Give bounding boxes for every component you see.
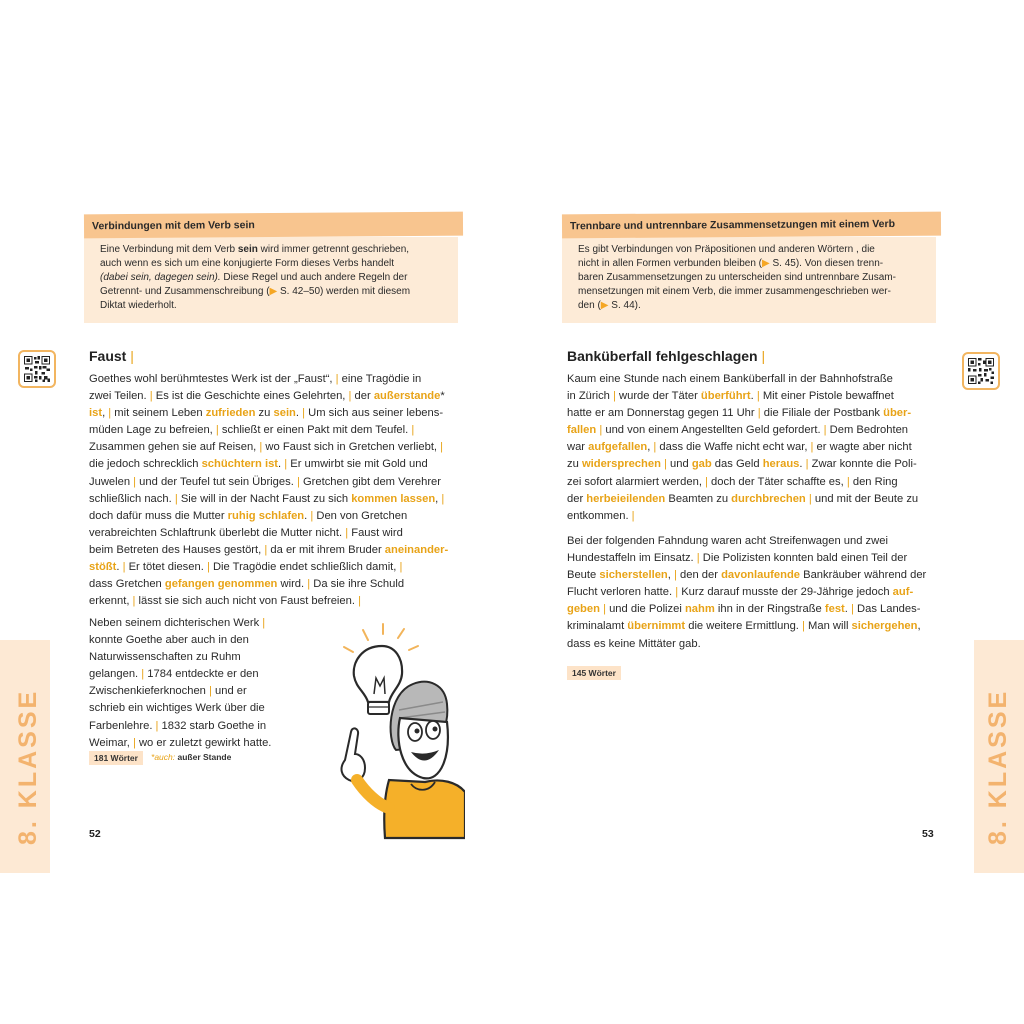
text-line [567, 584, 947, 601]
text-segment: Beamten zu [665, 492, 732, 505]
text-segment: schrieb ein wichtiges Werk über die [89, 702, 265, 715]
text-segment: den der [676, 569, 722, 582]
text-segment: . [278, 458, 285, 471]
dictation-separator: | [802, 620, 805, 633]
highlighted-word: außerstande [373, 390, 441, 403]
dictation-separator: | [603, 603, 606, 616]
text-segment: und [666, 458, 692, 471]
dictation-separator: | [132, 736, 136, 749]
text-line [100, 271, 442, 285]
dictation-separator: | [296, 475, 300, 488]
text-segment: Gretchen gibt dem Verehrer [299, 475, 442, 488]
left-story-title-text: Faust [89, 348, 127, 364]
text-segment: Bei der folgenden Fahndung waren acht Streifenwagen und zwei [567, 535, 888, 547]
text-segment: . [304, 509, 311, 522]
text-line [89, 525, 469, 542]
text-segment: ihn in der Ringstraße [714, 603, 825, 616]
highlighted-word: schüchtern ist [201, 458, 279, 471]
text-segment: nicht in allen Formen verbunden bleiben ( [578, 258, 762, 269]
text-segment: Er umwirbt sie mit Gold und [287, 458, 428, 471]
text-segment: dass es keine Mittäter gab. [567, 637, 701, 650]
dictation-separator: | [302, 407, 306, 420]
qr-code-icon[interactable] [18, 350, 56, 388]
dictation-separator: | [823, 424, 827, 437]
play-arrow-icon: ▶ [762, 258, 770, 269]
text-line [100, 285, 442, 299]
footnote-marker: * [151, 752, 155, 762]
text-line [89, 388, 469, 405]
lightbulb-idea-character-illustration [325, 622, 465, 840]
text-line [578, 285, 920, 299]
text-line [89, 474, 469, 491]
text-segment: und mit der Beute zu [811, 492, 919, 505]
left-grade-tab [0, 640, 50, 873]
highlighted-word: über- [883, 407, 912, 420]
dictation-separator: | [631, 509, 635, 522]
text-segment: in Zürich [567, 390, 614, 403]
right-rule-box [562, 213, 941, 323]
text-segment: , [667, 569, 674, 582]
highlighted-word: ruhig schlafen [227, 509, 305, 522]
text-segment: * [440, 390, 445, 403]
highlighted-word: widersprechen [581, 458, 661, 471]
text-segment: die Filiale der Postbank [760, 407, 884, 420]
text-segment: Diese Regel und auch andere Regeln der [220, 272, 408, 283]
text-segment: Mit einer Pistole bewaffnet [759, 390, 894, 403]
right-story-para1 [567, 371, 947, 525]
text-segment: der [351, 390, 374, 403]
text-segment: Die Tragödie endet schließlich damit, [209, 561, 400, 574]
text-line [89, 593, 469, 610]
text-segment: . [116, 561, 123, 574]
right-story-title-text: Banküberfall fehlgeschlagen [567, 348, 758, 364]
dictation-separator: | [808, 492, 812, 505]
dictation-separator: | [209, 685, 212, 698]
text-line [567, 405, 947, 422]
left-story-title [89, 348, 134, 364]
text-line [578, 271, 920, 285]
text-line [567, 388, 947, 405]
text-segment: Den von Gretchen [313, 509, 408, 522]
text-segment: , [435, 492, 442, 505]
dictation-separator: | [411, 424, 415, 437]
text-segment: erkennt, [89, 595, 133, 608]
dictation-separator: | [155, 719, 159, 732]
highlighted-word: aufgefallen [588, 441, 648, 454]
left-story-para2 [89, 615, 329, 752]
play-arrow-icon: ▶ [600, 300, 609, 311]
dictation-separator: | [133, 475, 137, 488]
text-segment: Zwischenkieferknochen [89, 685, 210, 698]
text-segment: müden Lage zu befreien, [89, 424, 216, 437]
text-segment: Faust wird [348, 526, 403, 539]
text-segment: das Geld [711, 458, 763, 471]
highlighted-word: heraus [762, 458, 800, 471]
dictation-separator: | [262, 617, 266, 629]
pointing-hand [342, 728, 365, 781]
text-line [89, 649, 329, 666]
highlighted-word: überführt [700, 390, 751, 403]
footnote-also: auch: [154, 752, 176, 762]
text-segment: er wagte aber nicht [813, 441, 912, 454]
text-segment: S. 42–50) werden mit diesem [277, 286, 411, 297]
text-segment: S. 44). [608, 300, 641, 311]
left-rule-body [84, 237, 458, 323]
highlighted-word: gab [691, 458, 712, 471]
dictation-separator: | [345, 526, 349, 539]
text-segment: mit seinem Leben [111, 407, 206, 420]
dictation-separator: | [310, 509, 314, 522]
left-footnote [151, 752, 231, 762]
text-segment: wird. [277, 578, 308, 591]
text-segment: zei sofort alarmiert werden, [567, 475, 706, 488]
text-segment: . [295, 407, 303, 420]
text-segment: Kaum eine Stunde nach einem Banküberfall in der Bahnhofstraße [567, 373, 893, 385]
dictation-separator: | [440, 441, 444, 454]
highlighted-word: geben [567, 603, 600, 616]
text-line [100, 299, 442, 313]
text-segment: Da sie ihre Schuld [310, 578, 405, 591]
highlighted-word: aneinander- [384, 543, 449, 556]
left-rule-box [84, 213, 463, 323]
dictation-separator: | [358, 595, 361, 608]
text-line [567, 508, 947, 525]
right-rule-body [562, 237, 936, 323]
text-line [567, 567, 947, 584]
text-segment: Man will [804, 620, 852, 633]
text-line [567, 618, 947, 635]
text-line [89, 559, 469, 576]
text-segment: auch wenn es sich um eine konjugierte Form dieses Verbs handelt [100, 258, 395, 269]
text-line [567, 491, 947, 508]
highlighted-word: übernimmt [627, 620, 686, 633]
qr-code-icon[interactable] [962, 352, 1000, 390]
dictation-separator: | [599, 424, 603, 437]
text-segment: eine Tragödie in [338, 373, 422, 385]
text-segment: dass die Waffe nicht echt war, [656, 441, 811, 454]
text-line [567, 636, 947, 653]
text-segment: Weimar, [89, 736, 133, 749]
text-segment: dass Gretchen [89, 578, 165, 591]
text-line [89, 422, 469, 439]
dictation-separator: | [215, 424, 219, 437]
highlighted-word: gefangen genommen [164, 578, 278, 591]
text-line [89, 718, 329, 735]
text-segment: gelangen. [89, 668, 142, 681]
right-story-title-bar: | [761, 348, 766, 364]
right-page-number: 53 [922, 828, 934, 840]
footnote-text: außer Stande [177, 752, 232, 762]
text-segment: Naturwissenschaften zu Ruhm [89, 651, 241, 664]
dictation-separator: | [122, 561, 126, 574]
dictation-separator: | [675, 586, 679, 599]
text-line [89, 508, 469, 525]
dictation-separator: | [613, 390, 616, 403]
text-line [567, 550, 947, 567]
text-segment: entkommen. [567, 509, 632, 522]
text-line [567, 439, 947, 456]
text-segment: Farbenlehre. [89, 719, 156, 732]
highlighted-word: stößt [89, 561, 117, 574]
dictation-separator: | [851, 603, 854, 616]
dictation-separator: | [653, 441, 657, 454]
text-line [89, 491, 469, 508]
text-segment: war [567, 441, 589, 454]
hoodie-arm [357, 780, 389, 808]
right-rule-title: Trennbare und untrennbare Zusammensetzungen mit einem Verb [562, 212, 941, 239]
dictation-separator: | [264, 543, 268, 556]
text-line [89, 576, 469, 593]
text-segment: wird immer getrennt geschrieben, [257, 244, 410, 255]
dictation-separator: | [141, 668, 145, 681]
text-segment: doch dafür muss die Mutter [89, 509, 228, 522]
lightbulb-base [368, 702, 389, 714]
text-segment: baren Zusammensetzungen zu unterscheiden sind untrennbare Zusam- [578, 272, 896, 283]
highlighted-word: fallen [567, 424, 597, 437]
text-segment: mensetzungen mit einem Verb, die immer zusammengeschrieben wer- [578, 286, 891, 297]
left-story-title-bar: | [130, 348, 134, 364]
left-page-number: 52 [89, 828, 101, 840]
text-line [567, 601, 947, 618]
text-segment: wo er zuletzt gewirkt hatte. [135, 736, 272, 749]
text-segment: Kurz darauf musste der 29-Jährige jedoch [678, 586, 893, 599]
text-segment: zu [255, 407, 274, 420]
dictation-separator: | [805, 458, 809, 471]
text-segment: zwei Teilen. [89, 390, 150, 403]
text-segment: beim Betreten des Hauses gestört, [89, 543, 265, 556]
right-story-title [567, 348, 765, 364]
text-segment: die jedoch schrecklich [89, 458, 202, 471]
text-segment: . [799, 458, 806, 471]
text-segment: schließt er einen Pakt mit dem Teufel. [218, 424, 412, 437]
text-line [89, 542, 469, 559]
dictation-separator: | [174, 492, 178, 505]
text-segment: schließlich nach. [89, 492, 175, 505]
text-line [100, 257, 442, 271]
text-segment: Goethes wohl berühmtestes Werk ist der „Faust“, [89, 373, 336, 385]
text-segment: Diktat wiederholt. [100, 300, 177, 311]
text-segment: Es ist die Geschichte eines Gelehrten, [152, 390, 349, 403]
text-segment: , [102, 407, 109, 420]
left-rule-text [100, 243, 442, 313]
highlighted-word: sein [273, 407, 296, 420]
right-story-para2 [567, 533, 947, 653]
dictation-separator: | [307, 578, 311, 591]
text-segment: Er tötet diesen. [125, 561, 207, 574]
bold-term: sein [237, 244, 258, 255]
text-line [89, 632, 329, 649]
text-line [89, 615, 329, 632]
dictation-separator: | [399, 561, 403, 574]
text-segment: Beute [567, 569, 600, 582]
text-segment: Die Polizisten konnten bald einen Teil der [699, 552, 908, 565]
text-segment: Getrennt- und Zusammenschreibung ( [100, 286, 270, 297]
text-segment: Es gibt Verbindungen von Präpositionen und anderen Wörtern , die [578, 244, 875, 255]
qr-code-graphic [24, 356, 50, 382]
text-line [89, 700, 329, 717]
text-line [567, 371, 947, 388]
left-rule-title: Verbindungen mit dem Verb sein [84, 212, 463, 239]
text-segment: Neben seinem dichterischen Werk [89, 617, 263, 629]
text-segment: und von einem Angestellten Geld gefordert. [602, 424, 824, 437]
right-grade-tab [974, 640, 1024, 873]
play-arrow-icon: ▶ [269, 286, 278, 297]
text-line [567, 533, 947, 550]
text-segment: S. 45). Von diesen trenn- [769, 258, 884, 269]
dictation-separator: | [284, 458, 288, 471]
dictation-separator: | [108, 407, 112, 420]
text-line [100, 243, 442, 257]
text-segment: da er mit ihrem Bruder [267, 543, 385, 556]
text-segment: der [567, 492, 587, 505]
highlighted-word: davonlaufende [721, 569, 801, 582]
dictation-separator: | [149, 390, 153, 403]
highlighted-word: zufrieden [205, 407, 256, 420]
highlighted-word: sichergehen [851, 620, 918, 633]
highlighted-word: herbeieilenden [586, 492, 666, 505]
text-segment: Um sich aus seiner lebens- [305, 407, 444, 420]
text-line [89, 683, 329, 700]
text-segment: 1832 starb Goethe in [158, 719, 267, 732]
text-segment: wurde der Täter [615, 390, 701, 403]
highlighted-word: fest [824, 603, 845, 616]
text-line [578, 243, 920, 257]
qr-code-graphic [968, 358, 994, 384]
text-segment: Zusammen gehen sie auf Reisen, [89, 441, 260, 454]
text-segment: . [750, 390, 757, 403]
text-segment: Juwelen [89, 475, 134, 488]
highlighted-word: nahm [684, 603, 715, 616]
text-segment: Sie will in der Nacht Faust zu sich [177, 492, 352, 505]
text-segment: Hundestaffeln im Einsatz. [567, 552, 697, 565]
text-line [89, 456, 469, 473]
text-segment: und die Polizei [605, 603, 685, 616]
text-segment: 1784 entdeckte er den [144, 668, 259, 681]
dictation-separator: | [206, 561, 210, 574]
text-line [567, 474, 947, 491]
dictation-separator: | [846, 475, 850, 488]
text-segment: , [647, 441, 654, 454]
text-segment: konnte Goethe aber auch in den [89, 634, 249, 647]
left-story-para1 [89, 371, 469, 610]
text-segment: doch der Täter schaffte es, [707, 475, 847, 488]
dictation-separator: | [810, 441, 814, 454]
highlighted-word: sicherstellen [599, 569, 668, 582]
text-segment: den Ring [849, 475, 898, 488]
dictation-separator: | [441, 492, 445, 505]
text-line [578, 257, 920, 271]
text-segment: verabreichten Schlaftrunk überlebt die Mutter nicht. [89, 526, 346, 539]
text-segment: Eine Verbindung mit dem Verb [100, 244, 238, 255]
lightbulb-icon [354, 646, 402, 702]
example-text: (dabei sein, dagegen sein). [100, 272, 221, 283]
text-segment: hatte er am Donnerstag gegen 11 Uhr [567, 407, 758, 420]
dictation-separator: | [756, 390, 760, 403]
text-line [89, 735, 329, 752]
highlighted-word: durchbrechen [731, 492, 806, 505]
text-segment: , [917, 620, 921, 633]
text-segment: Flucht verloren hatte. [567, 586, 676, 599]
text-segment: zu [567, 458, 582, 471]
text-segment: Das Landes- [853, 603, 921, 616]
text-segment: und er [211, 685, 247, 698]
text-segment: die weitere Ermittlung. [685, 620, 803, 633]
text-segment: . [844, 603, 851, 616]
dictation-separator: | [673, 569, 677, 582]
dictation-separator: | [705, 475, 708, 488]
text-line [89, 405, 469, 422]
dictation-separator: | [757, 407, 761, 420]
text-line [89, 371, 469, 388]
text-segment: und der Teufel tut sein Übriges. [136, 475, 297, 488]
dictation-separator: | [259, 441, 263, 454]
highlighted-word: auf- [892, 586, 914, 599]
right-word-count: 145 Wörter [567, 666, 621, 680]
left-word-count: 181 Wörter [89, 751, 143, 765]
text-segment: Zwar konnte die Poli- [808, 458, 917, 471]
left-grade-tab-text: 8. KLASSE [14, 688, 42, 845]
text-line [89, 666, 329, 683]
right-rule-text [578, 243, 920, 313]
highlighted-word: ist [89, 407, 103, 420]
dictation-separator: | [664, 458, 667, 471]
text-segment: lässt sie sich auch nicht von Faust befreien. [135, 595, 359, 608]
text-line [89, 439, 469, 456]
highlighted-word: kommen lassen [351, 492, 436, 505]
dictation-separator: | [335, 373, 339, 385]
text-line [567, 456, 947, 473]
text-line [567, 422, 947, 439]
dictation-separator: | [348, 390, 352, 403]
text-segment: kriminalamt [567, 620, 628, 633]
dictation-separator: | [696, 552, 700, 565]
text-segment: Bankräuber während der [800, 569, 927, 582]
text-segment: den ( [578, 300, 601, 311]
text-line [578, 299, 920, 313]
text-segment: wo Faust sich in Gretchen verliebt, [262, 441, 441, 454]
dictation-separator: | [132, 595, 136, 608]
text-segment: Dem Bedrohten [826, 424, 909, 437]
right-grade-tab-text: 8. KLASSE [984, 688, 1012, 845]
